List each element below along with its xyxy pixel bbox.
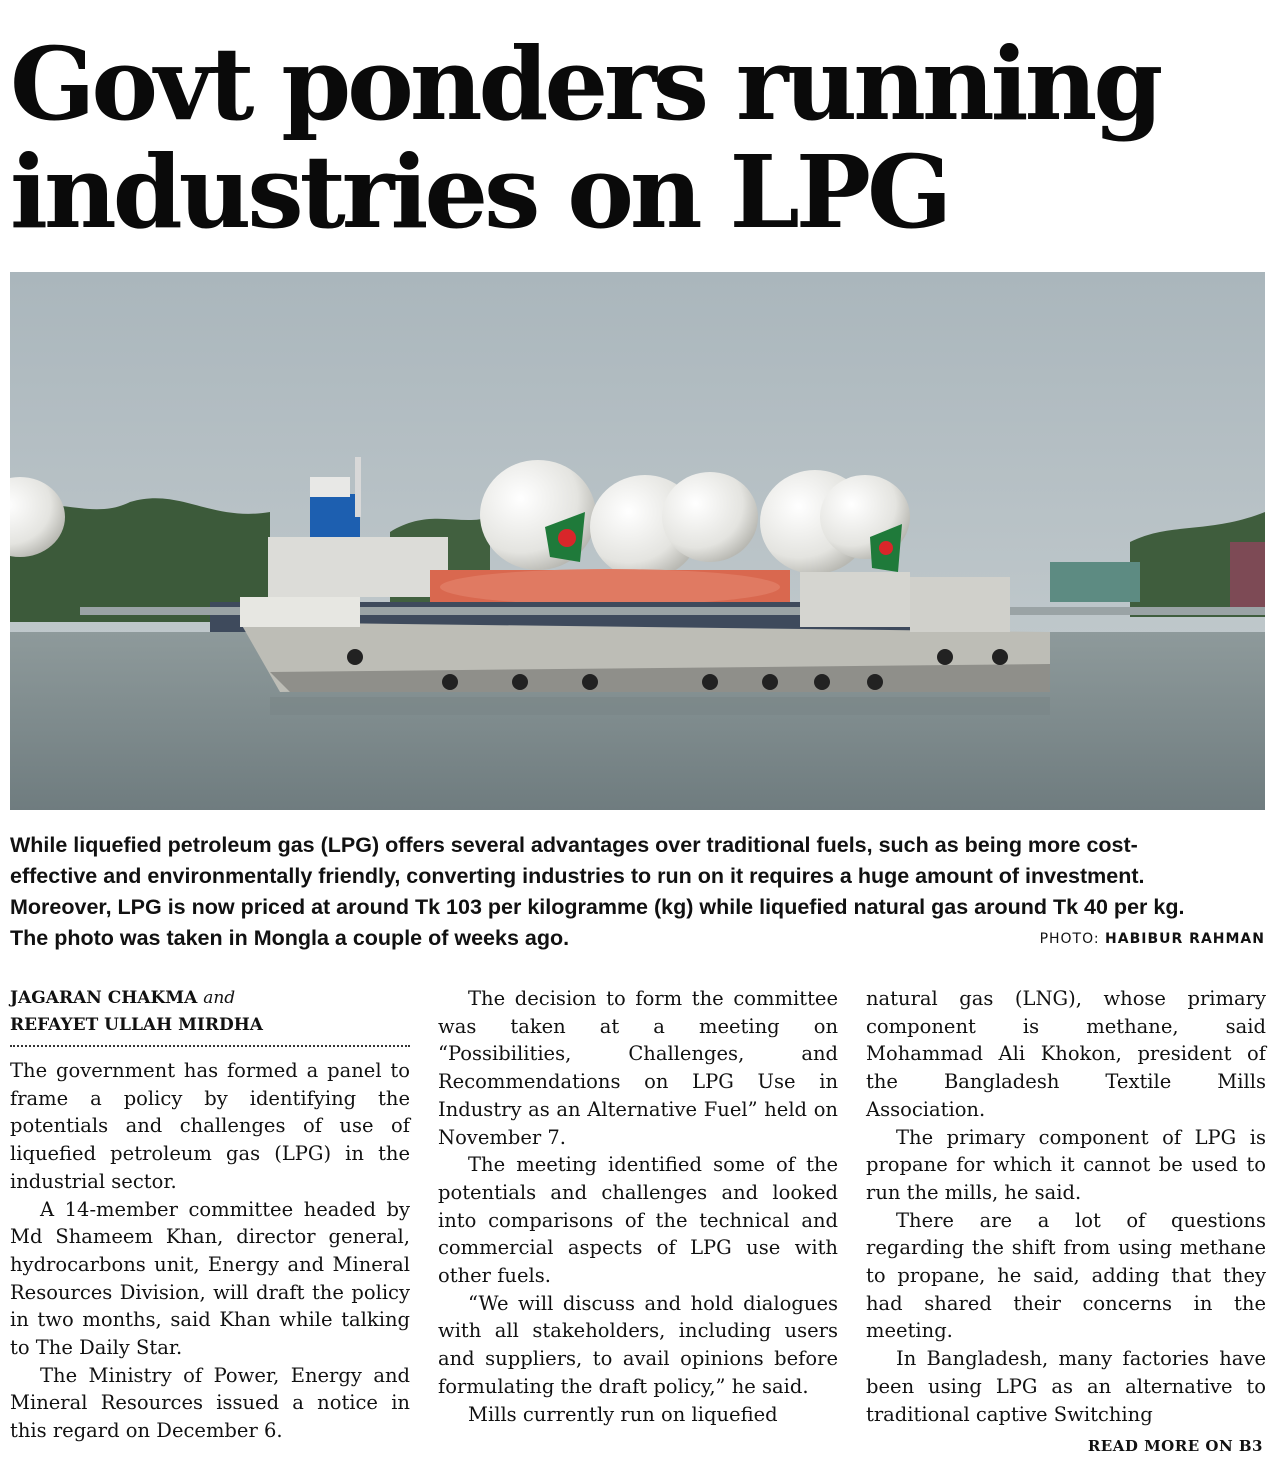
article-column-2: [438, 985, 838, 1428]
caption-line-3: Moreover, LPG is now priced at around Tk 103 per kilogramme (kg) while liquefied natural gas around Tk 40 per kg.: [10, 895, 1185, 919]
article-column-1: [10, 985, 410, 1445]
paragraph: There are a lot of questions regarding the shift from using methane to propane, he said, adding that they had shared their concerns in the meeting.: [866, 1208, 1266, 1343]
paragraph: The decision to form the committee was taken at a meeting on “Possibilities, Challenges, and Recommendations on LPG Use in Industry as an Alternative Fuel” held on November 7.: [438, 987, 838, 1149]
caption-line-1: While liquefied petroleum gas (LPG) offers several advantages over traditional fuels, such as being more cost-: [10, 833, 1138, 857]
author-1: JAGARAN CHAKMA: [10, 988, 198, 1008]
article-column-3: [866, 985, 1266, 1428]
paragraph: The meeting identified some of the potentials and challenges and looked into comparisons of the technical and commercial aspects of LPG use with other fuels.: [438, 1153, 838, 1288]
read-more-link[interactable]: READ MORE ON B3: [1087, 1437, 1263, 1455]
photo-credit-label: PHOTO:: [1039, 931, 1100, 947]
byline-divider: [10, 1045, 410, 1047]
caption-line-4: The photo was taken in Mongla a couple of weeks ago.: [10, 926, 570, 950]
headline: [10, 25, 1265, 251]
paragraph: In Bangladesh, many factories have been using LPG as an alternative to traditional captive Switching: [866, 1347, 1266, 1426]
paragraph: The Ministry of Power, Energy and Mineral Resources issued a notice in this regard on December 6.: [10, 1363, 410, 1443]
photo-credit-name: HABIBUR RAHMAN: [1105, 931, 1265, 947]
paragraph: natural gas (LNG), whose primary component is methane, said Mohammad Ali Khokon, president of the Bangladesh Textile Mills Association.: [866, 987, 1266, 1121]
paragraph: The primary component of LPG is propane for which it cannot be used to run the mills, he said.: [866, 1125, 1266, 1204]
port-photo-illustration: [10, 272, 1265, 810]
paragraph: The government has formed a panel to frame a policy by identifying the potentials and challenges of use of liquefied petroleum gas (LPG) in the industrial sector.: [10, 1059, 410, 1193]
byline: [10, 985, 410, 1039]
paragraph: Mills currently run on liquefied: [468, 1402, 778, 1426]
headline-line-2: industries on LPG: [10, 133, 949, 251]
paragraph: “We will discuss and hold dialogues with all stakeholders, including users and suppliers, to avail opinions before formulating the draft policy,” he said.: [438, 1291, 838, 1398]
caption-line-2: effective and environmentally friendly, converting industries to run on it requires a huge amount of investment.: [10, 864, 1145, 888]
author-2: REFAYET ULLAH MIRDHA: [10, 1015, 263, 1035]
paragraph: A 14-member committee headed by Md Shameem Khan, director general, hydrocarbons unit, Energy and Mineral Resources Division, will draft the policy in two months, said Khan while talking to The Daily Star.: [10, 1197, 410, 1360]
lead-photo: [10, 272, 1265, 810]
headline-line-1: Govt ponders running: [10, 25, 1160, 143]
byline-joiner: and: [203, 988, 236, 1008]
photo-credit: [1040, 931, 1265, 947]
